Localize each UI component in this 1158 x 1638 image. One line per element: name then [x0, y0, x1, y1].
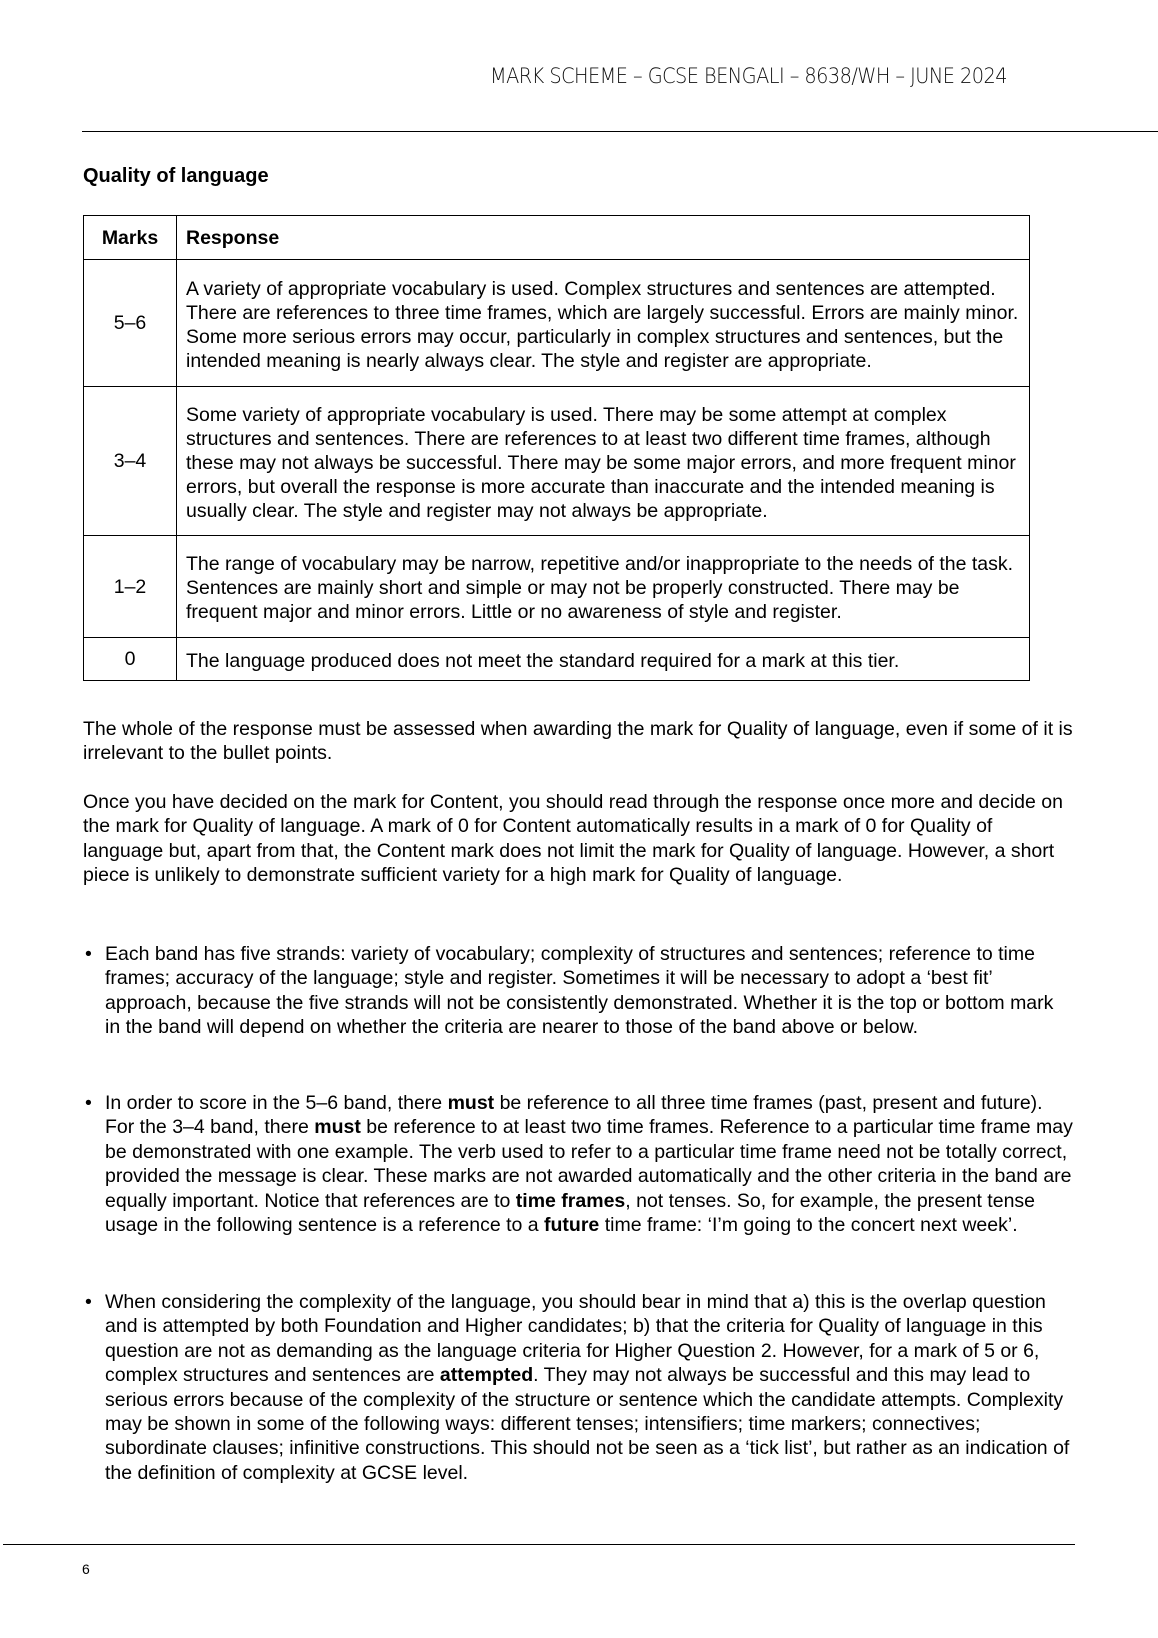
bullet-text: Each band has five strands: variety of vocabulary; complexity of structures and sentences; reference to time frames; accuracy of the language; style and register. Sometimes it will be necessary to adopt a ‘best fit’ approach, because the five strands will not be consistently demonstrated. Whether it is the top or bottom mark in the band will depend on whether the criteria are nearer to those of the band above or below.: [105, 943, 1054, 1039]
quality-of-language-table: [83, 215, 1030, 681]
column-header-marks: Marks: [84, 216, 177, 260]
bullet-text: In order to score in the 5–6 band, there: [105, 1092, 448, 1114]
bullet-text: time frame: ‘I’m going to the concert next week’.: [599, 1214, 1018, 1237]
bullet-list-time-frames: [83, 1091, 1073, 1237]
emphasis-must: must: [447, 1092, 495, 1114]
bullet-text: be reference to all three time frames (past, present and future). For the 3–4 band, there: [105, 1092, 1043, 1139]
bullet-icon: •: [85, 1092, 92, 1114]
emphasis-must: must: [314, 1116, 361, 1139]
bullet-icon: •: [85, 1291, 92, 1313]
emphasis-attempted: attempted: [439, 1364, 534, 1387]
bullet-item: [83, 1091, 1073, 1237]
response-cell: Some variety of appropriate vocabulary is used. There may be some attempt at complex structures and sentences. There are references to at least two different time frames, although these may not always be successful. There may be some major errors, and more frequent minor errors, but overall the response is more accurate than inaccurate and the intended meaning is usually clear. The style and register may not always be appropriate.: [177, 387, 1030, 536]
bullet-item: [83, 942, 1073, 1040]
table-row: [84, 638, 1030, 681]
bullet-text: When considering the complexity of the language, you should bear in mind that a) this is the overlap question and is attempted by both Foundation and Higher candidates; b) that the criteria for Quality of language in this question are not as demanding as the language criteria for Higher Question 2. However, for a mark of 5 or 6, complex structures and sentences are: [105, 1291, 1046, 1387]
bullet-text: . They may not always be successful and this may lead to serious errors because of the complexity of the structure or sentence which the candidate attempts. Complexity may be shown in some of the following ways: different tenses; intensifiers; time markers; connectives; subordinate clauses; infinitive constructions. This should not be seen as a ‘tick list’, but rather as an indication of the definition of complexity at GCSE level.: [105, 1364, 1070, 1484]
paragraph-text: The whole of the response must be assessed when awarding the mark for Quality of language, even if some of it is irrelevant to the bullet points.: [83, 718, 1073, 765]
table-header-row: [84, 216, 1030, 260]
table-row: [84, 536, 1030, 638]
bullet-item: [83, 1290, 1073, 1485]
section-heading: Quality of language: [83, 165, 269, 187]
column-header-response: Response: [177, 216, 1030, 260]
marks-cell: 1–2: [84, 536, 177, 638]
paragraph-whole-response: [83, 717, 1073, 766]
response-cell: The language produced does not meet the standard required for a mark at this tier.: [177, 638, 1030, 681]
marks-cell: 0: [84, 638, 177, 681]
response-cell: The range of vocabulary may be narrow, repetitive and/or inappropriate to the needs of the task. Sentences are mainly short and simple or may not be properly constructed. There may be frequent major and minor errors. Little or no awareness of style and register.: [177, 536, 1030, 638]
table-row: [84, 260, 1030, 387]
bullet-icon: •: [85, 943, 92, 965]
marks-cell: 5–6: [84, 260, 177, 387]
bullet-text: be reference to at least two time frames. Reference to a particular time frame may be demonstrated with one example. The verb used to refer to a particular time frame need not be totally correct, provided the message is clear. These marks are not awarded automatically and the other criteria in the band are equally important. Notice that references are to: [105, 1116, 1073, 1212]
table-row: [84, 387, 1030, 536]
bullet-text: , not tenses. So, for example, the present tense usage in the following sentence is a reference to a: [105, 1189, 1036, 1237]
emphasis-future: future: [544, 1214, 600, 1237]
page-number: 6: [82, 1561, 90, 1577]
footer-divider: [3, 1544, 1075, 1545]
header-divider: [82, 131, 1158, 132]
bullet-list-strands: [83, 942, 1073, 1040]
marks-cell: 3–4: [84, 387, 177, 536]
response-cell: A variety of appropriate vocabulary is used. Complex structures and sentences are attempted. There are references to three time frames, which are largely successful. Errors are mainly minor. Some more serious errors may occur, particularly in complex structures and sentences, but the intended meaning is nearly always clear. The style and register are appropriate.: [177, 260, 1030, 387]
running-header-title: MARK SCHEME – GCSE BENGALI – 8638/WH – JUNE 2024: [490, 64, 1007, 88]
paragraph-text: Once you have decided on the mark for Content, you should read through the response once more and decide on the mark for Quality of language. A mark of 0 for Content automatically results in a mark of 0 for Quality of language but, apart from that, the Content mark does not limit the mark for Quality of language. However, a short piece is unlikely to demonstrate sufficient variety for a high mark for Quality of language.: [83, 791, 1063, 887]
paragraph-content-mark: [83, 790, 1073, 888]
bullet-list-complexity: [83, 1290, 1073, 1485]
emphasis-time-frames: time frames: [515, 1189, 626, 1212]
